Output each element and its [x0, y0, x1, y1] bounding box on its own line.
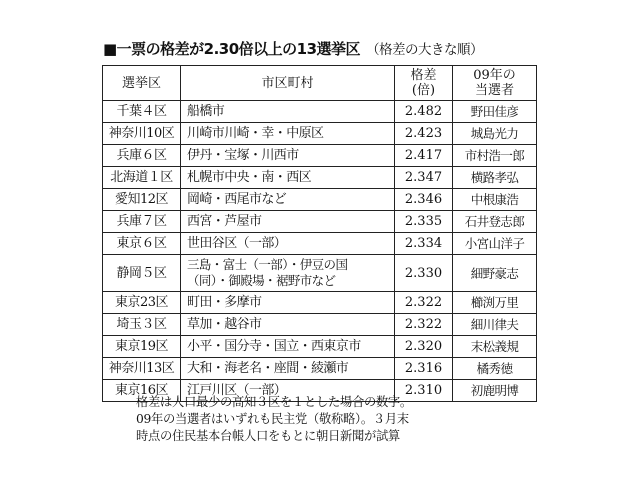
ratio-cell: 2.330: [395, 255, 453, 292]
ratio-cell: 2.335: [395, 211, 453, 233]
table-row: [103, 123, 537, 145]
municipalities-line: 三島・富士（一部）・伊豆の国: [187, 257, 348, 272]
municipalities-cell: [181, 233, 395, 255]
municipalities-cell: [181, 145, 395, 167]
winner-cell: 野田佳彦: [453, 101, 537, 123]
table-row: [103, 358, 537, 380]
table-row: [103, 167, 537, 189]
footnote: [136, 394, 412, 445]
title-note: （格差の大きな順）: [366, 42, 484, 58]
municipalities-line: 札幌市中央・南・西区: [187, 170, 312, 185]
winner-cell: 初鹿明博: [453, 380, 537, 402]
municipalities-cell: [181, 358, 395, 380]
table-row: [103, 233, 537, 255]
winner-cell: 横路孝弘: [453, 167, 537, 189]
municipalities-line: 大和・海老名・座間・綾瀬市: [187, 361, 349, 376]
ratio-cell: 2.346: [395, 189, 453, 211]
ratio-cell: 2.322: [395, 292, 453, 314]
ratio-cell: 2.482: [395, 101, 453, 123]
header-district: 選挙区: [103, 66, 181, 101]
footnote-line: 時点の住民基本台帳人口をもとに朝日新聞が試算: [136, 429, 400, 443]
municipalities-line: 小平・国分寺・国立・西東京市: [187, 339, 361, 354]
district-cell: 静岡５区: [103, 255, 181, 292]
district-cell: 神奈川13区: [103, 358, 181, 380]
municipalities-line: 町田・多摩市: [187, 295, 262, 310]
ratio-cell: 2.310: [395, 380, 453, 402]
municipalities-line: 世田谷区（一部）: [187, 236, 287, 251]
table-row: [103, 336, 537, 358]
winner-cell: 市村浩一郎: [453, 145, 537, 167]
district-cell: 東京16区: [103, 380, 181, 402]
table-title: [103, 38, 483, 59]
winner-cell: 末松義規: [453, 336, 537, 358]
district-cell: 神奈川10区: [103, 123, 181, 145]
municipalities-cell: [181, 167, 395, 189]
district-cell: 兵庫６区: [103, 145, 181, 167]
header-winner-line2: 当選者: [474, 83, 514, 98]
title-main: ■一票の格差が2.30倍以上の13選挙区: [103, 40, 361, 58]
winner-cell: 中根康浩: [453, 189, 537, 211]
municipalities-cell: [181, 211, 395, 233]
winner-cell: 細川律夫: [453, 314, 537, 336]
winner-cell: 細野豪志: [453, 255, 537, 292]
district-cell: 千葉４区: [103, 101, 181, 123]
footnote-line: 格差は人口最少の高知３区を１とした場合の数字。: [136, 395, 412, 409]
ratio-cell: 2.423: [395, 123, 453, 145]
municipalities-cell: [181, 336, 395, 358]
table-row: [103, 145, 537, 167]
ratio-cell: 2.334: [395, 233, 453, 255]
municipalities-line: 船橋市: [187, 104, 225, 119]
header-ratio-line2: (倍): [411, 83, 436, 98]
table-row: [103, 314, 537, 336]
municipalities-cell: [181, 314, 395, 336]
municipalities-line: 岡崎・西尾市など: [187, 192, 287, 207]
municipalities-cell: [181, 123, 395, 145]
municipalities-cell: [181, 292, 395, 314]
table-row: [103, 211, 537, 233]
header-winner-line1: 09年の: [473, 68, 516, 83]
districts-table: [102, 65, 537, 402]
district-cell: 東京19区: [103, 336, 181, 358]
winner-cell: 石井登志郎: [453, 211, 537, 233]
municipalities-line: 草加・越谷市: [187, 317, 262, 332]
winner-cell: 城島光力: [453, 123, 537, 145]
ratio-cell: 2.320: [395, 336, 453, 358]
district-cell: 東京６区: [103, 233, 181, 255]
table-row: [103, 292, 537, 314]
table-row: [103, 101, 537, 123]
header-winner: [453, 66, 537, 101]
winner-cell: 櫛渕万里: [453, 292, 537, 314]
ratio-cell: 2.347: [395, 167, 453, 189]
ratio-cell: 2.417: [395, 145, 453, 167]
table-body: [103, 101, 537, 402]
district-cell: 愛知12区: [103, 189, 181, 211]
municipalities-cell: [181, 255, 395, 292]
municipalities-cell: [181, 189, 395, 211]
footnote-line: 09年の当選者はいずれも民主党（敬称略）。３月末: [136, 412, 409, 426]
table-row: [103, 189, 537, 211]
ratio-cell: 2.322: [395, 314, 453, 336]
district-cell: 兵庫７区: [103, 211, 181, 233]
header-row: [103, 66, 537, 101]
header-ratio: [395, 66, 453, 101]
municipalities-line: 川崎市川崎・幸・中原区: [187, 126, 324, 141]
header-ratio-line1: 格差: [410, 68, 437, 83]
municipalities-line: 江戸川区（一部）: [187, 383, 287, 398]
municipalities-cell: [181, 101, 395, 123]
municipalities-line: （同）・御殿場・裾野市など: [187, 273, 336, 288]
header-municipalities: 市区町村: [181, 66, 395, 101]
winner-cell: 小宮山洋子: [453, 233, 537, 255]
district-cell: 埼玉３区: [103, 314, 181, 336]
winner-cell: 橘秀徳: [453, 358, 537, 380]
ratio-cell: 2.316: [395, 358, 453, 380]
municipalities-line: 西宮・芦屋市: [187, 214, 262, 229]
district-cell: 東京23区: [103, 292, 181, 314]
district-cell: 北海道１区: [103, 167, 181, 189]
table-row: [103, 255, 537, 292]
municipalities-line: 伊丹・宝塚・川西市: [187, 148, 299, 163]
